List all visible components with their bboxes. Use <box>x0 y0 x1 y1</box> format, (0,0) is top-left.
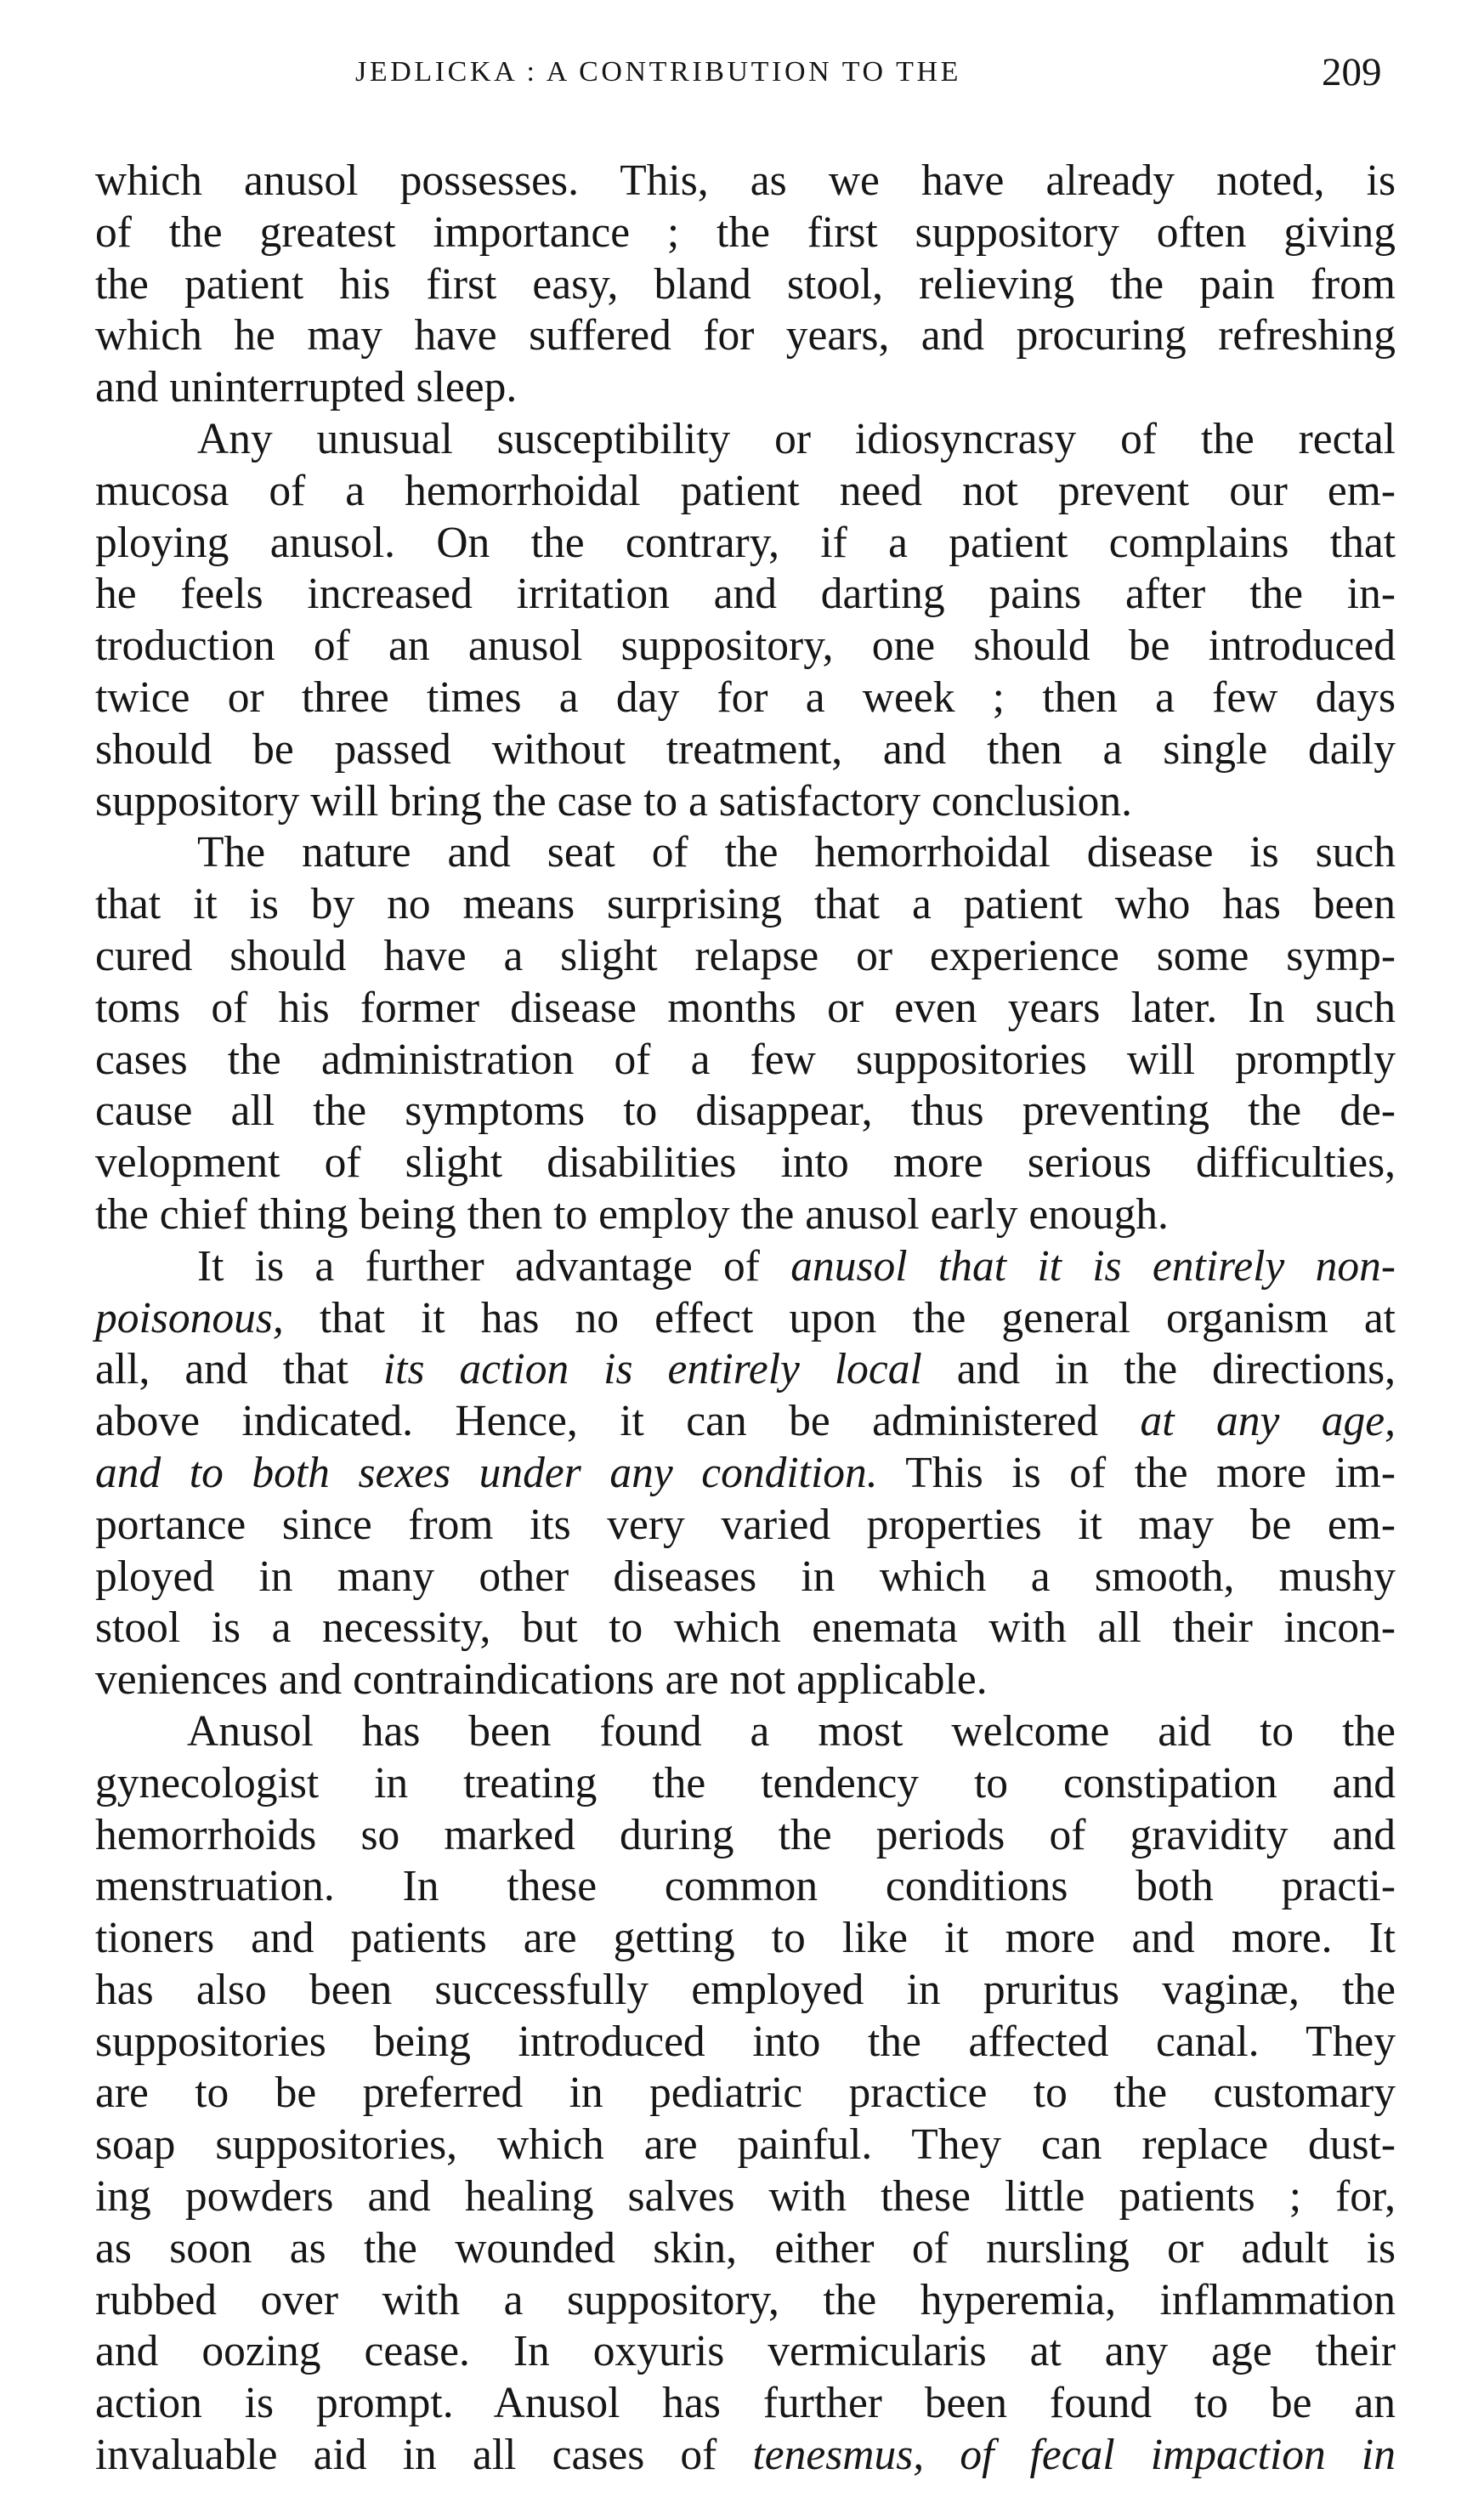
text-segment: soap suppositories, which are painful. They can replace dust- <box>95 2120 1396 2170</box>
text-segment: that it is by no means surprising that a patient who has been <box>95 880 1396 929</box>
text-line <box>95 310 1396 362</box>
text-line <box>95 569 1396 621</box>
text-line <box>95 1241 1396 1293</box>
text-line <box>95 414 1396 466</box>
text-line <box>95 466 1396 518</box>
text-segment: hemorrhoids so marked during the periods of gravidity and <box>95 1810 1396 1859</box>
text-line <box>95 259 1396 311</box>
text-segment: ployed in many other diseases in which a smooth, mushy <box>95 1552 1396 1601</box>
text-segment: the patient his first easy, bland stool, relieving the pain from <box>95 259 1396 309</box>
italic-text: its action is entirely local <box>382 1345 922 1394</box>
text-line <box>95 1396 1396 1448</box>
text-segment: ing powders and healing salves with these little patients ; for, <box>95 2172 1396 2222</box>
text-line <box>95 1965 1396 2017</box>
text-segment: menstruation. In these common conditions both practi- <box>95 1862 1396 1911</box>
text-segment: Anusol has been found a most welcome aid to the <box>187 1706 1396 1756</box>
text-line <box>95 1810 1396 1862</box>
text-line <box>95 2378 1396 2430</box>
page-number: 209 <box>1322 50 1382 94</box>
text-segment: toms of his former disease months or even years later. In such <box>95 983 1396 1032</box>
text-segment: suppository will bring the case to a satisfactory conclusion. <box>95 776 1133 826</box>
text-line <box>95 724 1396 776</box>
text-segment: all, and that <box>95 1345 383 1394</box>
text-segment: rubbed over with a suppository, the hyperemia, inflammation <box>95 2275 1396 2324</box>
text-segment: suppositories being introduced into the affected canal. They <box>95 2017 1396 2066</box>
text-line <box>95 672 1396 724</box>
text-line <box>95 1500 1396 1552</box>
text-segment: cases the administration of a few suppositories will promptly <box>95 1035 1396 1084</box>
text-segment: The nature and seat of the hemorrhoidal disease is such <box>197 828 1396 877</box>
italic-text: at any age, <box>1140 1397 1396 1446</box>
text-line <box>95 1861 1396 1913</box>
text-line <box>95 1706 1396 1758</box>
text-line <box>95 1035 1396 1087</box>
text-segment: portance since from its very varied properties it may be em- <box>95 1500 1396 1549</box>
text-line <box>95 776 1396 828</box>
text-line <box>95 2430 1396 2482</box>
text-segment: of the greatest importance ; the first suppository often giving <box>95 207 1396 257</box>
text-line <box>95 1293 1396 1345</box>
italic-text: and to both sexes under any condition. <box>95 1448 878 1497</box>
italic-text: tenesmus, of fecal impaction in <box>752 2431 1396 2480</box>
text-segment: which anusol possesses. This, as we have already noted, is <box>95 156 1396 205</box>
text-segment: and uninterrupted sleep. <box>95 363 518 412</box>
text-line <box>95 2223 1396 2275</box>
text-segment: veniences and contraindications are not applicable. <box>95 1655 988 1705</box>
text-segment: which he may have suffered for years, and procuring refreshing <box>95 311 1396 360</box>
text-line <box>95 2171 1396 2223</box>
text-line <box>95 156 1396 207</box>
italic-text: anusol that it is entirely non- <box>790 1241 1396 1291</box>
text-segment: and in the directions, <box>921 1345 1396 1394</box>
text-segment: tioners and patients are getting to like it more and more. It <box>95 1914 1396 1963</box>
text-segment: above indicated. Hence, it can be administered <box>95 1397 1141 1446</box>
text-segment: and oozing cease. In oxyuris vermicularis at any age their <box>95 2327 1396 2376</box>
text-segment: he feels increased irritation and darting pains after the in- <box>95 570 1396 619</box>
text-line <box>95 1552 1396 1603</box>
text-line <box>95 1758 1396 1810</box>
text-segment: It is a further advantage of <box>197 1241 791 1291</box>
text-segment: Any unusual susceptibility or idiosyncrasy of the rectal <box>197 414 1396 463</box>
text-line <box>95 1189 1396 1241</box>
text-segment: cause all the symptoms to disappear, thus preventing the de- <box>95 1087 1396 1136</box>
text-segment: has also been successfully employed in pruritus vaginæ, the <box>95 1965 1396 2014</box>
text-segment: invaluable aid in all cases of <box>95 2431 753 2480</box>
text-segment: mucosa of a hemorrhoidal patient need not prevent our em- <box>95 466 1396 515</box>
page-header <box>0 50 1484 107</box>
text-line <box>95 621 1396 672</box>
text-segment: This is of the more im- <box>877 1448 1396 1497</box>
text-line <box>95 1654 1396 1706</box>
text-line <box>95 1603 1396 1654</box>
text-line <box>95 983 1396 1035</box>
text-segment: gynecologist in treating the tendency to constipation and <box>95 1758 1396 1807</box>
text-line <box>95 2275 1396 2327</box>
body-text <box>95 156 1396 2482</box>
italic-text: poisonous, <box>95 1293 284 1342</box>
text-line <box>95 2326 1396 2378</box>
running-head: JEDLICKA : A CONTRIBUTION TO THE <box>355 56 962 88</box>
text-line <box>95 518 1396 570</box>
text-line <box>95 879 1396 931</box>
text-segment: the chief thing being then to employ the anusol early enough. <box>95 1189 1169 1239</box>
text-segment: stool is a necessity, but to which enemata with all their incon- <box>95 1603 1396 1653</box>
text-line <box>95 827 1396 879</box>
text-line <box>95 2017 1396 2069</box>
text-line <box>95 931 1396 983</box>
text-segment: ploying anusol. On the contrary, if a patient complains that <box>95 518 1396 567</box>
text-segment: that it has no effect upon the general organism at <box>283 1293 1396 1342</box>
text-line <box>95 2120 1396 2171</box>
text-line <box>95 1086 1396 1138</box>
text-line <box>95 362 1396 414</box>
text-line <box>95 1344 1396 1396</box>
text-segment: action is prompt. Anusol has further been found to be an <box>95 2379 1396 2428</box>
text-segment: are to be preferred in pediatric practice to the customary <box>95 2069 1396 2118</box>
text-line <box>95 1448 1396 1500</box>
text-line <box>95 1138 1396 1189</box>
text-segment: troduction of an anusol suppository, one should be introduced <box>95 621 1396 671</box>
text-line <box>95 1913 1396 1965</box>
text-segment: as soon as the wounded skin, either of nursling or adult is <box>95 2223 1396 2273</box>
text-segment: should be passed without treatment, and then a single daily <box>95 724 1396 774</box>
text-segment: velopment of slight disabilities into more serious difficulties, <box>95 1138 1396 1188</box>
text-segment: twice or three times a day for a week ; then a few days <box>95 672 1396 722</box>
text-line <box>95 207 1396 259</box>
text-segment: cured should have a slight relapse or experience some symp- <box>95 931 1396 980</box>
text-line <box>95 2068 1396 2120</box>
